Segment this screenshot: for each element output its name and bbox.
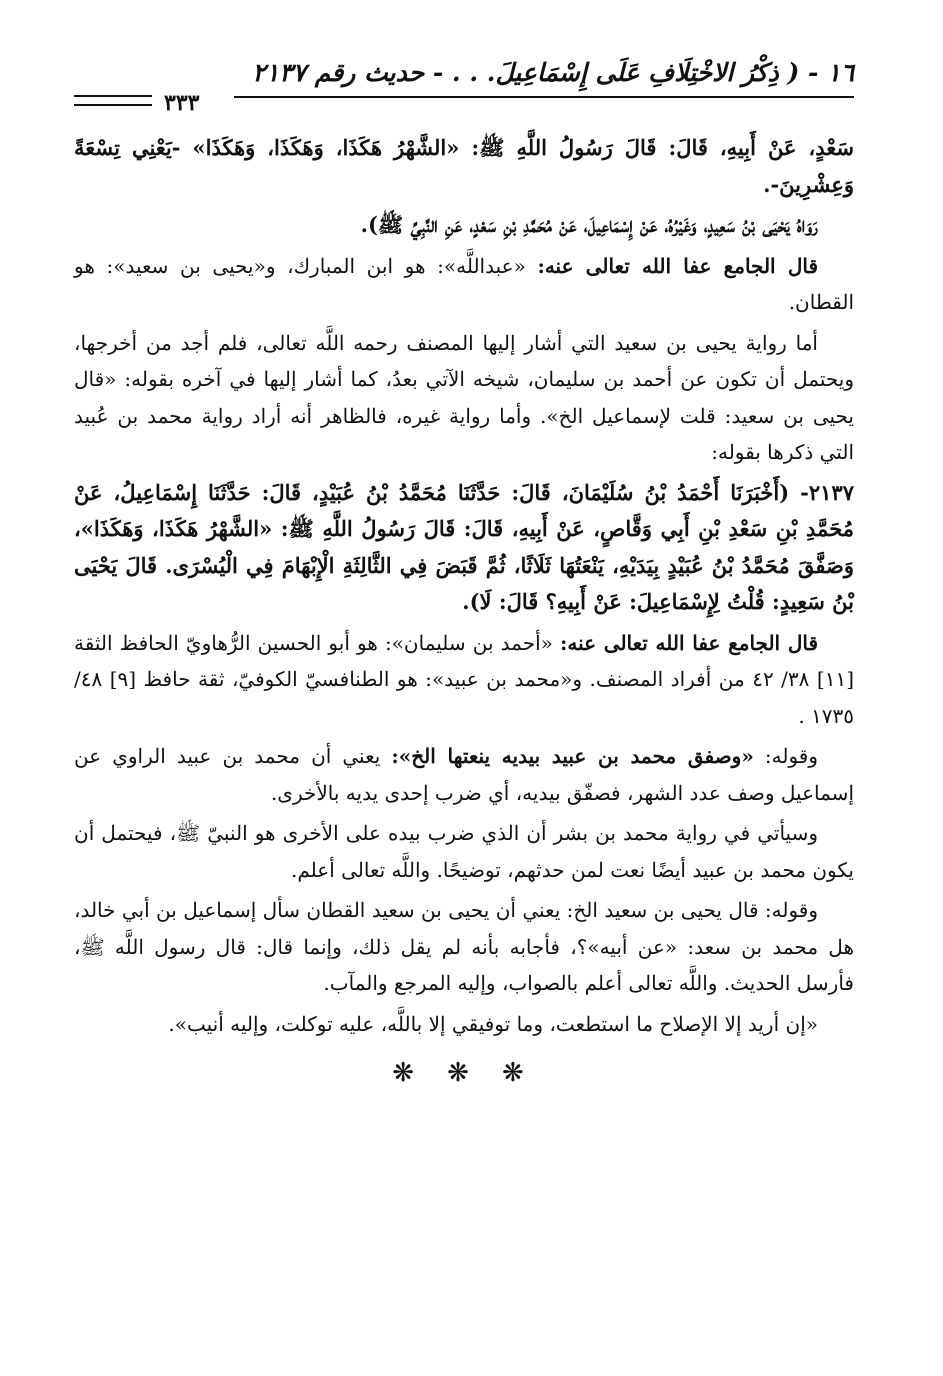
paragraph-text: وسيأتي في رواية محمد بن بشر أن الذي ضرب بيده على الأخرى هو النبيّ ﷺ، فيحتمل أن يكون محمد بن عبيد أيضًا نعت لمن حدثهم، توضيحًا. واللَّه تعالى أعلم.	[74, 821, 854, 882]
paragraph-text: «عبداللَّه»: هو ابن المبارك، و«يحيى بن سعيد»: هو القطان.	[74, 253, 854, 314]
hadith-continuation	[74, 130, 854, 203]
paragraph-prefix: وقوله:	[753, 744, 819, 768]
paragraph-text: «إن أريد إلا الإصلاح ما استطعت، وما توفيقي إلا باللَّه، عليه توكلت، وإليه أنيب».	[168, 1011, 818, 1036]
paragraph-text: ٢١٣٧- (أَخْبَرَنَا أَحْمَدُ بْنُ سُلَيْمَانَ، قَالَ: حَدَّثَنَا مُحَمَّدُ بْنُ عُبَيْدٍ، قَالَ: حَدَّثَنَا إِسْمَاعِيلُ، عَنْ مُحَمَّدِ بْنِ سَعْدِ بْنِ أَبِي وَقَّاصٍ، عَنْ أَبِيهِ، قَالَ: قَالَ رَسُولُ اللَّهِ ﷺ: «الشَّهْرُ هَكَذَا، وَهَكَذَا»، وَصَفَّقَ مُحَمَّدُ بْنُ عُبَيْدٍ بِيَدَيْهِ، يَنْعَتُهَا ثَلَاثًا، ثُمَّ قَبَضَ فِي الثَّالِثَةِ الْإِبْهَامَ فِي الْيُسْرَى. قَالَ يَحْيَى بْنُ سَعِيدٍ: قُلْتُ لِإِسْمَاعِيلَ: عَنْ أَبِيهِ؟ قَالَ: لَا).	[74, 479, 854, 614]
paragraph-lead: قال الجامع عفا الله تعالى عنه:	[560, 630, 819, 655]
commentary-paragraph	[74, 815, 854, 888]
paragraph-lead: «وصفق محمد بن عبيد بيديه ينعتها الخ»:	[391, 744, 754, 768]
paragraph-text: يعني أن محمد بن عبيد الراوي عن إسماعيل وصف عدد الشهر، فصفّق بيديه، أي ضرب إحدى يديه بالأخرى.	[74, 744, 854, 805]
closing-quote	[74, 1006, 854, 1043]
hadith-narration-note	[74, 207, 854, 244]
commentary-paragraph	[74, 738, 854, 811]
page-number: ٣٣٣	[164, 90, 200, 116]
commentary-paragraph	[74, 325, 854, 471]
header-double-rule	[74, 95, 152, 106]
paragraph-text: سَعْدٍ، عَنْ أَبِيهِ، قَالَ: قَالَ رَسُولُ اللَّهِ ﷺ: «الشَّهْرُ هَكَذَا، وَهَكَذَا، وَهَكَذَا» -يَعْنِي تِسْعَةً وَعِشْرِينَ-.	[74, 135, 854, 197]
paragraph-text: وقوله: قال يحيى بن سعيد الخ: يعني أن يحيى بن سعيد القطان سأل إسماعيل بن أبي خالد، هل محمد بن سعد: «عن أبيه»؟، فأجابه بأنه لم يقل ذلك، وإنما قال: قال رسول اللَّه ﷺ، فأرسل الحديث. واللَّه تعالى أعلم بالصواب، وإليه المرجع والمآب.	[74, 898, 854, 995]
commentary-paragraph	[74, 248, 854, 321]
body-text	[74, 130, 854, 1088]
commentary-paragraph	[74, 625, 854, 735]
section-separator: ❋ ❋ ❋	[392, 1058, 536, 1088]
header-title: ١٦ - ( ذِكْرُ الاخْتِلَافِ عَلَى إِسْمَاعِيلَ. . . - حديث رقم ٢١٣٧	[252, 58, 854, 87]
paragraph-text: أما رواية يحيى بن سعيد التي أشار إليها المصنف رحمه اللَّه تعالى، فلم أجد من أخرجها، ويحتمل أن تكون عن أحمد بن سليمان، شيخه الآتي بعدُ، كما أشار إليها في آخره بقوله: «قال يحيى بن سعيد: قلت لإسماعيل الخ». وأما رواية غيره، فالظاهر أنه أراد رواية محمد بن عُبيد التي ذكرها بقوله:	[74, 330, 854, 464]
hadith-2137	[74, 475, 854, 621]
commentary-paragraph	[74, 892, 854, 1002]
header-rule	[234, 96, 854, 98]
paragraph-text: «أحمد بن سليمان»: هو أبو الحسين الرُّهاويّ الحافظ الثقة [١١] ٣٨/ ٤٢ من أفراد المصنف. و«محمد بن عبيد»: هو الطنافسيّ الكوفيّ، ثقة حافظ [٩] ٤٨/ ١٧٣٥ .	[74, 630, 854, 728]
paragraph-text: رَوَاهُ يَحْيَى بْنُ سَعِيدٍ، وَغَيْرُهُ، عَنْ إِسْمَاعِيلَ، عَنْ مُحَمَّدِ بْنِ سَعْدٍ، عَنِ النَّبِيِّ ﷺ).	[360, 212, 818, 237]
paragraph-lead: قال الجامع عفا الله تعالى عنه:	[537, 253, 819, 278]
page-header	[74, 52, 854, 116]
page	[74, 52, 854, 1088]
